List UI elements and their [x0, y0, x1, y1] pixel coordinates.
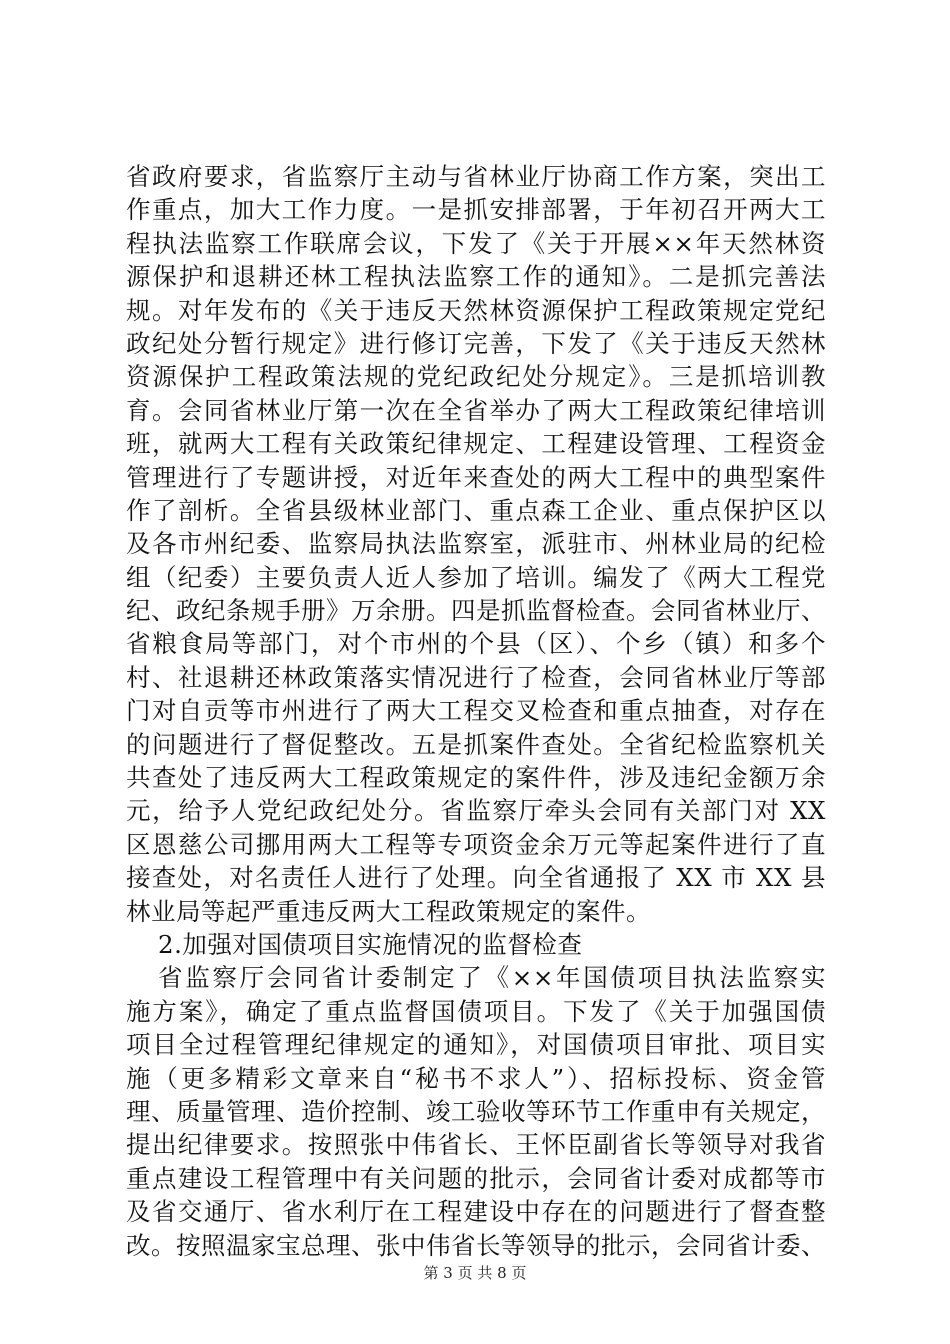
- section-heading: 2.加强对国债项目实施情况的监督检查: [158, 929, 583, 959]
- text-line: 作了剖析。全省县级林业部门、重点森工企业、重点保护区以: [126, 495, 826, 525]
- text-line: 组（纪委）主要负责人近人参加了培训。编发了《两大工程党: [126, 562, 826, 592]
- text-line: 管理进行了专题讲授，对近年来查处的两大工程中的典型案件: [126, 462, 826, 492]
- text-line: 改。按照温家宝总理、张中伟省长等领导的批示，会同省计委、: [126, 1230, 826, 1260]
- text-line: 源保护和退耕还林工程执法监察工作的通知》。二是抓完善法: [126, 262, 826, 292]
- text-line: 提出纪律要求。按照张中伟省长、王怀臣副省长等领导对我省: [126, 1130, 826, 1160]
- text-line: 重点建设工程管理中有关问题的批示，会同省计委对成都等市: [126, 1163, 826, 1193]
- text-line: 区恩慈公司挪用两大工程等专项资金余万元等起案件进行了直: [126, 829, 826, 859]
- text-line: 班，就两大工程有关政策纪律规定、工程建设管理、工程资金: [126, 429, 826, 459]
- text-line: 村、社退耕还林政策落实情况进行了检查，会同省林业厅等部: [126, 662, 826, 692]
- body-text: [126, 160, 826, 1262]
- text-line: 省粮食局等部门，对个市州的个县（区）、个乡（镇）和多个: [126, 629, 826, 659]
- text-line: 及各市州纪委、监察局执法监察室，派驻市、州林业局的纪检: [126, 529, 826, 559]
- text-line: 资源保护工程政策法规的党纪政纪处分规定》。三是抓培训教: [126, 362, 826, 392]
- text-line: 及省交通厅、省水利厅在工程建设中存在的问题进行了督查整: [126, 1197, 826, 1227]
- text-line: 作重点，加大工作力度。一是抓安排部署，于年初召开两大工: [126, 195, 826, 225]
- text-line: 省政府要求，省监察厅主动与省林业厅协商工作方案，突出工: [126, 162, 826, 191]
- text-line: 省监察厅会同省计委制定了《××年国债项目执法监察实: [158, 963, 826, 993]
- page-footer: 第 3 页 共 8 页: [423, 1264, 527, 1282]
- text-line: 元，给予人党纪政纪处分。省监察厅牵头会同有关部门对 XX: [126, 796, 826, 826]
- text-line: 理、质量管理、造价控制、竣工验收等环节工作重申有关规定，: [126, 1096, 826, 1126]
- text-line: 的问题进行了督促整改。五是抓案件查处。全省纪检监察机关: [126, 729, 826, 759]
- text-line: 施（更多精彩文章来自“秘书不求人”）、招标投标、资金管: [126, 1063, 826, 1093]
- text-line: 施方案》，确定了重点监督国债项目。下发了《关于加强国债: [126, 996, 826, 1026]
- text-line: 项目全过程管理纪律规定的通知》，对国债项目审批、项目实: [126, 1030, 826, 1060]
- text-line: 门对自贡等市州进行了两大工程交叉检查和重点抽查，对存在: [126, 696, 826, 726]
- text-line: 共查处了违反两大工程政策规定的案件件，涉及违纪金额万余: [126, 763, 826, 793]
- text-line: 纪、政纪条规手册》万余册。四是抓监督检查。会同省林业厅、: [126, 596, 826, 626]
- text-line: 接查处，对名责任人进行了处理。向全省通报了 XX 市 XX 县: [126, 863, 826, 893]
- text-line: 规。对年发布的《关于违反天然林资源保护工程政策规定党纪: [126, 295, 826, 325]
- text-line: 林业局等起严重违反两大工程政策规定的案件。: [126, 896, 651, 926]
- text-line: 政纪处分暂行规定》进行修订完善，下发了《关于违反天然林: [126, 328, 826, 358]
- text-line: 程执法监察工作联席会议，下发了《关于开展××年天然林资: [126, 228, 826, 258]
- text-line: 育。会同省林业厅第一次在全省举办了两大工程政策纪律培训: [126, 395, 826, 425]
